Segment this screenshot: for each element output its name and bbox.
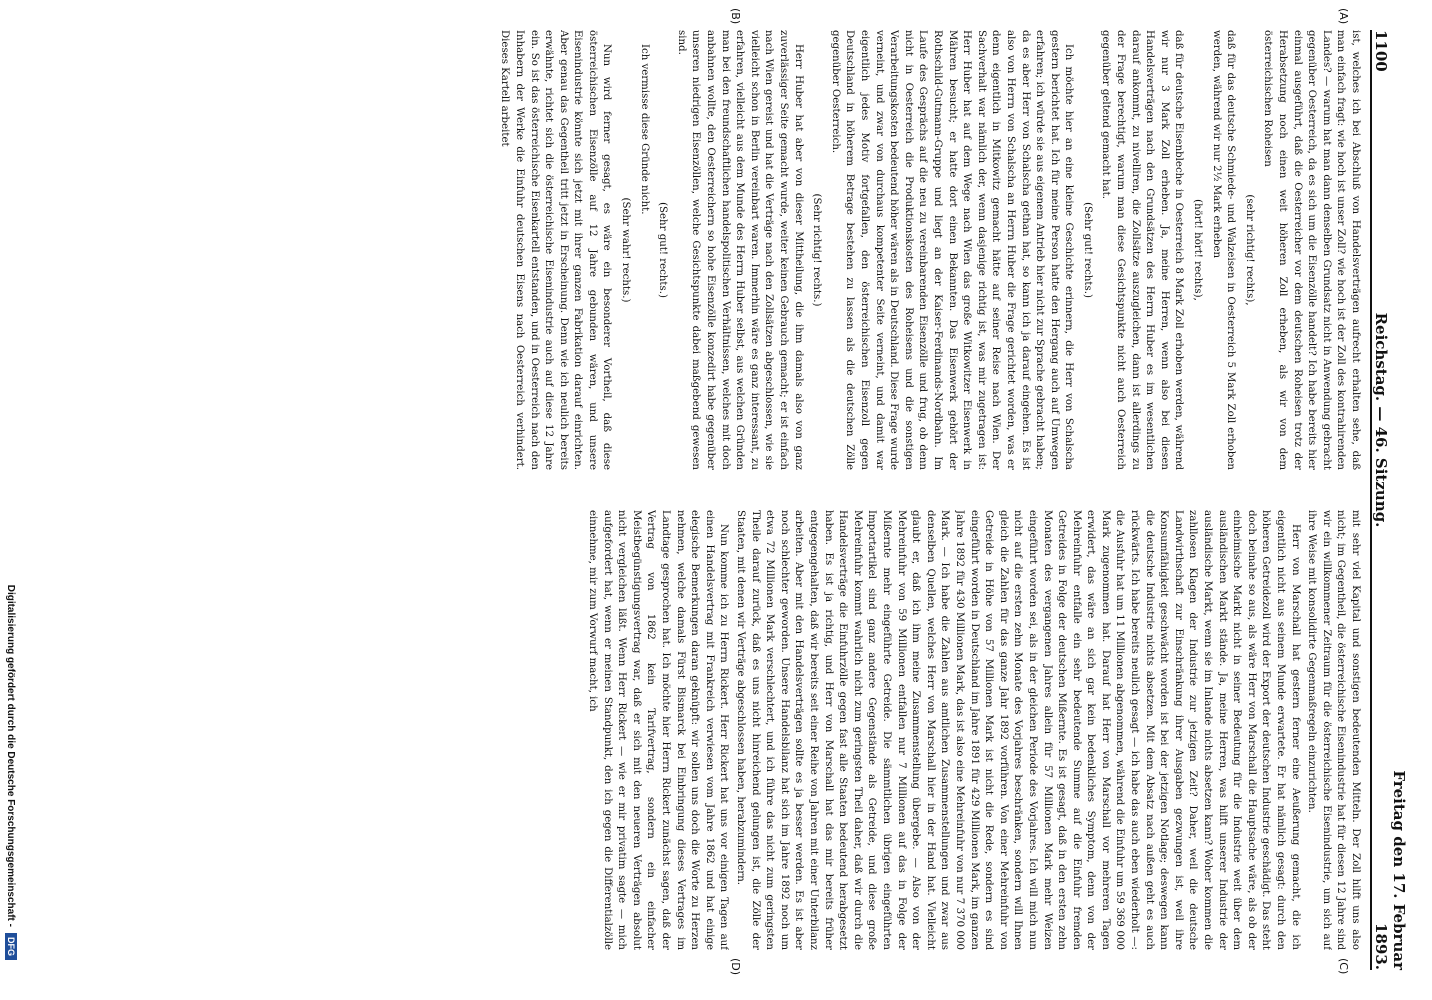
interjection: (Sehr gut! rechts.)	[657, 202, 669, 298]
paragraph: Nun komme ich zu Herrn Rickert. Herr Rickert hat uns vor einigen Tagen auf einen Handelsvertrag mit Frankreich verwiesen vom Jahre 1862 und hat einige elegische Bemerkungen daran geknüpft: wir sollen uns doch die Worte zu Herzen nehmen, welche damals Fürst Bismarck bei Einbringung dieses Vertrages im Landtage gesprochen hat. Ich möchte hier Herrn Rickert zunächst sagen, daß der Vertrag von 1862 kein Tarifvertrag, sondern ein einfacher Meistbegünstigungsvertrag war, daß er sich mit den neueren Verträgen absolut nicht vergleichen läßt. Wenn Herr Rickert — wie er mir privatim sagte — mich aufgefordert hat, wenn er meinen Standpunkt, den ich gegen die Differentialzölle einnehme, mir zum Vorwurf macht, ich	[587, 510, 730, 950]
margin-marker-a: (A)	[1337, 8, 1350, 25]
session-title: Reichstag. — 46. Sitzung.	[1372, 312, 1390, 528]
margin-marker-d: (D)	[729, 958, 742, 976]
interjection: (Sehr richtig! rechts.)	[811, 193, 823, 307]
paragraph: Herr Huber hat aber von dieser Mittheilung, die ihm damals also von ganz zuverlässiger Seite gemacht wurde, weiter keinen Gebrauch gemacht; er ist einfach nach Wien gereist und hat die Verträge nach den Zollsätzen abgeschlossen, wie sie vielleicht schon in Berlin vereinbart waren. Immerhin wäre es ganz interessant, zu erfahren, vielleicht aus dem Munde des Herrn Huber selbst, aus welchen Gründen man bei den freundschaftlichen handelspolitischen Verhältnissen, welches mit doch anbahnen wollte, den Oesterreichern so hohe Eisenzölle konzedirt habe gegenüber unseren niedrigen Eisenzöllen, welche Gesichtspunkte dabei maßgebend gewesen sind.	[675, 30, 804, 470]
paragraph: daß für das deutsche Schmiede- und Walzeisen in Oesterreich 5 Mark Zoll erhoben werden, während wir nur 2½ Mark erheben	[1210, 30, 1237, 470]
interjection: (Sehr gut! rechts.)	[1081, 202, 1093, 298]
dfg-logo: DFG	[5, 933, 17, 960]
digitization-credit	[0, 0, 22, 1000]
paragraph: Ich vermisse diese Gründe nicht.	[638, 44, 650, 215]
paragraph: ist, welches ich bei Abschluß von Handelsverträgen aufrecht erhalten sehe, daß man einfach fragt: wie hoch ist unser Zoll? wie hoch ist der Zoll des kontrahirenden Landes? — warum hat man dann denselben Grundsatz nicht in Anwendung gebracht gegenüber Oesterreich, da es sich um die Eisenzölle handelt? Ich habe bereits hier einmal ausgeführt, daß die Oesterreicher vor dem deutschen Roheisen trotz der Herabsetzung noch einen weit höheren Zoll erheben, als wir von dem österreichischen Roheisen	[1262, 30, 1361, 470]
paragraph: mit sehr viel Kapital und sonstigen bedeutenden Mitteln. Der Zoll hilft uns also nicht; im Gegentheil, die österreichische Eisenindustrie hat für diesen 12 Jahre sind wir ein willkommener Zeitraum für die österreichische Eisenindustrie, um sich auf ihre Weise mit konsolidirte Gegenmaßregeln einzurichten.	[1306, 510, 1361, 950]
interjection: (sehr richtig! rechts),	[1243, 194, 1255, 306]
margin-marker-c: (C)	[1337, 958, 1350, 975]
margin-marker-b: (B)	[729, 8, 742, 25]
session-date: Freitag den 17. Februar 1893.	[1372, 770, 1408, 970]
interjection: (Sehr wahr! rechts.)	[620, 197, 632, 303]
interjection: (hört! hört! rechts),	[1192, 199, 1204, 301]
paragraph: Herr von Marschall hat gestern ferner eine Aeußerung gemacht, die ich eigentlich nicht aus seinem Munde erwartete. Er hat nämlich gesagt: durch den höheren Getreidezoll wird der Export der deutschen Industrie geschädigt. Das steht doch beinahe so aus, als wäre Herr von Marschall die Hauptsache wäre, als ob der einheimische Markt nicht in seiner Bedeutung für die Industrie weit über dem ausländischen Markt stände. Ja, meine Herren, was hilft unserer Industrie der ausländische Markt, wenn sie im Inlande nichts absetzen kann? Woher kommen die zahllosen Klagen der Industrie zur jetzigen Zeit? Daher, weil die deutsche Landwirthschaft zur Einschränkung ihrer Ausgaben gezwungen ist, weil ihre Konsumfähigkeit geschwächt worden ist bei der jetzigen Notlage; deswegen kann die deutsche Industrie nichts absetzen. Mit dem Absatz nach außen geht es auch rückwärts. Ich habe bereits neulich gesagt — ich habe das auch eben wiederholt —: die Ausfuhr hat um 11 Millionen abgenommen, während die Einfuhr um 59 369 000 Mark zugenommen hat. Darauf hat Herr von Marschall vor mehreren Tagen erwidert, das wäre an sich gar kein bedenkliches Symptom, denn von der Mehreinfuhr entfalle ein sehr bedeutende Summe auf die Einfuhr fremden Getreides in Folge der deutschen Mißernte. Es ist gesagt, daß in den ersten zehn Monaten des vergangenen Jahres allein für 57 Millionen Mark mehr Weizen eingeführt worden sei, als in der gleichen Periode des Vorjahres. Ich will mich nun nicht auf die ersten zehn Monate des Vorjahres beschränken, sondern will Ihnen gleich die Zahlen für das ganze Jahr 1892 vorführen. Von einer Mehreinfuhr von Getreide in Höhe von 57 Millionen Mark ist nicht die Rede, sondern es sind eingeführt worden in Deutschland im Jahre 1891 für 429 Millionen Mark, im ganzen Jahre 1892 für 430 Millionen Mark, das ist also eine Mehreinfuhr von nur 7 370 000 Mark. — Ich habe die Zahlen aus amtlichen Zusammenstellungen und zwar aus denselben Quellen, welches Herr von Marschall hier in der Hand hat. Vielleicht glaubt er, daß ich ihm meine Zusammenstellung übergebe. — Also von der Mehreinfuhr von 59 Millionen entfallen nur 7 Millionen auf das in Folge der Mißernte mehr eingeführte Getreide. Die sämmtlichen übrigen eingeführten Importartikel sind ganz andere Gegenstände als Getreide, und diese große Mehreinfuhr kommt wahrlich nicht zum geringsten Theil daher, daß wir durch die Handelsverträge die Einfuhrzölle gegen fast alle Staaten bedeutend herabgesetzt haben. Es ist ja richtig, und Herr von Marschall hat das mir bereits früher entgegengehalten, daß wir bereits seit einer Reihe von Jahren mit einer Unterbilanz arbeiten. Aber mit den Handelsverträgen sollte es ja besser werden. Es ist aber noch schlechter geworden. Unsere Handelsbilanz hat sich im Jahre 1892 noch um etwa 72 Millionen Mark verschlechtert, und ich führe das nicht zum geringsten Theile darauf zurück, daß es uns nicht hinreichend gelungen ist, die Zölle der Staaten, mit denen wir Verträge abgeschlossen haben, herabzumindern.	[735, 510, 1301, 950]
page-header	[1370, 30, 1408, 970]
right-column	[62, 510, 1362, 950]
credit-text: Digitalisierung gefördert durch die Deutsche Forschungsgemeinschaft -	[5, 584, 17, 927]
left-column	[62, 30, 1362, 470]
paragraph: Ich möchte hier an eine kleine Geschichte erinnern, die Herr von Schalscha gestern berichtet hat. Ich für meine Person hatte den Hergang auch auf Umwegen erfahren; ich würde sie aus eigenem Antrieb hier nicht zur Sprache gebracht haben; da es aber Herr von Schalscha gethan hat, so kann ich ja darauf eingehen. Es ist also von Herrn von Schalscha an Herrn Huber die Frage gerichtet worden, was er denn eigentlich in Mitkowitz gemacht hätte auf seiner Reise nach Wien. Der Sachverhalt war nämlich der, wenn dasjenige richtig ist, was mir zugetragen ist: Herr Huber hat auf dem Wege nach Wien das große Witkowitzer Eisenwerk in Mähren besucht; er hatte dort einen Bekannten. Das Eisenwerk gehört der Rothschild-Gutmann-Gruppe und liegt an der Kaiser-Ferdinands-Nordbahn. Im Laufe des Gesprächs auf die neu zu vereinbarenden Eisenzölle und frug, ob denn nicht in Oesterreich die Produktionskosten des Roheisens und die sonstigen Verarbeitungskosten bedeutend höher wären als in Deutschland. Diese Frage wurde verneint, und zwar von durchaus kompetenter Seite verneint, und damit war eigentlich jedes Motiv fortgefallen, den österreichischen Eisenzoll gegen Deutschland in höherem Betrage bestehen zu lassen als die deutschen Zölle gegenüber Oesterreich.	[829, 30, 1075, 470]
paragraph: Nun wird ferner gesagt, es wäre ein besonderer Vortheil, daß diese österreichischen Eisenzölle auf 12 Jahre gebunden wären, und unsere Eisenindustrie könnte sich jetzt mit ihrer ganzen Fabrikation darauf einrichten. Aber genau das Gegentheil tritt jetzt in Erscheinung. Denn wie ich neulich bereits erwähnte, richtet sich die österreichische Eisenindustrie auch auf diese 12 Jahre ein. So ist das österreichische Eisenkartell entstanden, und in Oesterreich nach den Inhabern der Werke die Einfuhr deutschen Eisens nach Oesterreich verhindert. Dieses Kartell arbeitet	[499, 30, 613, 470]
paragraph: daß für deutsche Eisenbleche in Oesterreich 8 Mark Zoll erhoben werden, während wir nur 3 Mark Zoll erheben. Ja, meine Herren, wenn also bei diesen Handelsverträgen nach den Grundsätzen des Herrn Huber es im wesentlichen darauf ankommt, zu nivelliren, die Zollsätze auszugleichen, dann ist allerdings zu der Frage berechtigt, warum man diese Gesichtspunkte nicht auch Oesterreich gegenüber geltend gemacht hat.	[1100, 30, 1185, 470]
page-number: 1100	[1372, 30, 1390, 72]
